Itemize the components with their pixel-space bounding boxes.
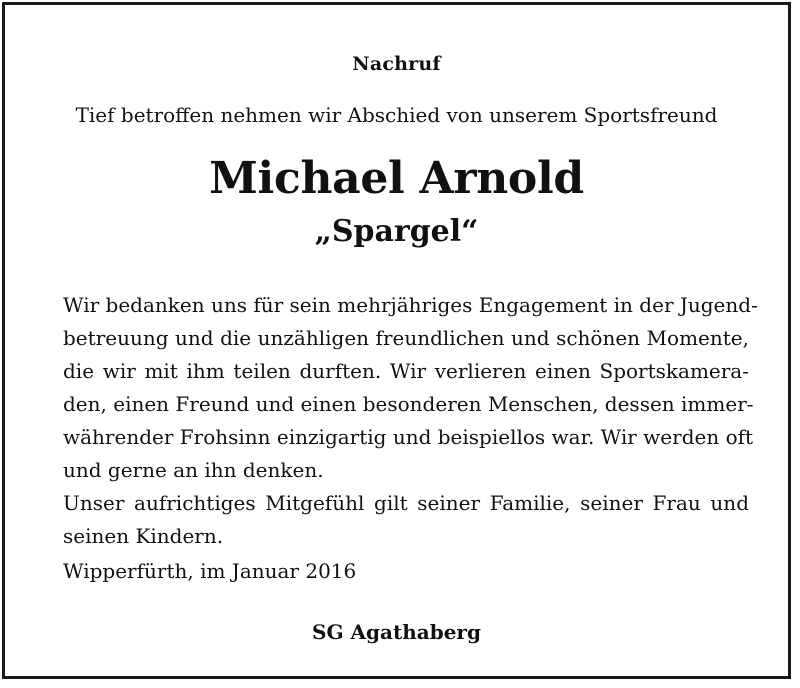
paragraph-line: seinen Kindern. — [63, 524, 224, 548]
deceased-name: Michael Arnold — [209, 153, 584, 204]
paragraph-line: Unser aufrichtiges Mitgefühl gilt seiner Familie, seiner Frau und — [63, 491, 749, 515]
obituary-frame — [2, 2, 791, 679]
paragraph-line: betreuung und die unzähligen freundlichen und schönen Momente, — [63, 326, 749, 350]
place-date: Wipperfürth, im Januar 2016 — [63, 559, 357, 583]
paragraph-line: währender Frohsinn einzigartig und beispiellos war. Wir werden oft — [63, 425, 754, 449]
heading-title: Nachruf — [352, 53, 441, 75]
deceased-nickname: „Spargel“ — [314, 214, 479, 249]
paragraph-line: den, einen Freund und einen besonderen Menschen, dessen immer- — [63, 392, 754, 416]
tribute-paragraph — [63, 289, 758, 487]
intro-text: Tief betroffen nehmen wir Abschied von unserem Sportsfreund — [75, 103, 718, 127]
paragraph-line: Wir bedanken uns für sein mehrjähriges Engagement in der Jugend- — [63, 293, 758, 317]
paragraph-line: die wir mit ihm teilen durften. Wir verlieren einen Sportskamera- — [63, 359, 749, 383]
paragraph-line: und gerne an ihn denken. — [63, 458, 324, 482]
condolence-paragraph — [63, 487, 749, 553]
signature: SG Agathaberg — [312, 620, 481, 644]
